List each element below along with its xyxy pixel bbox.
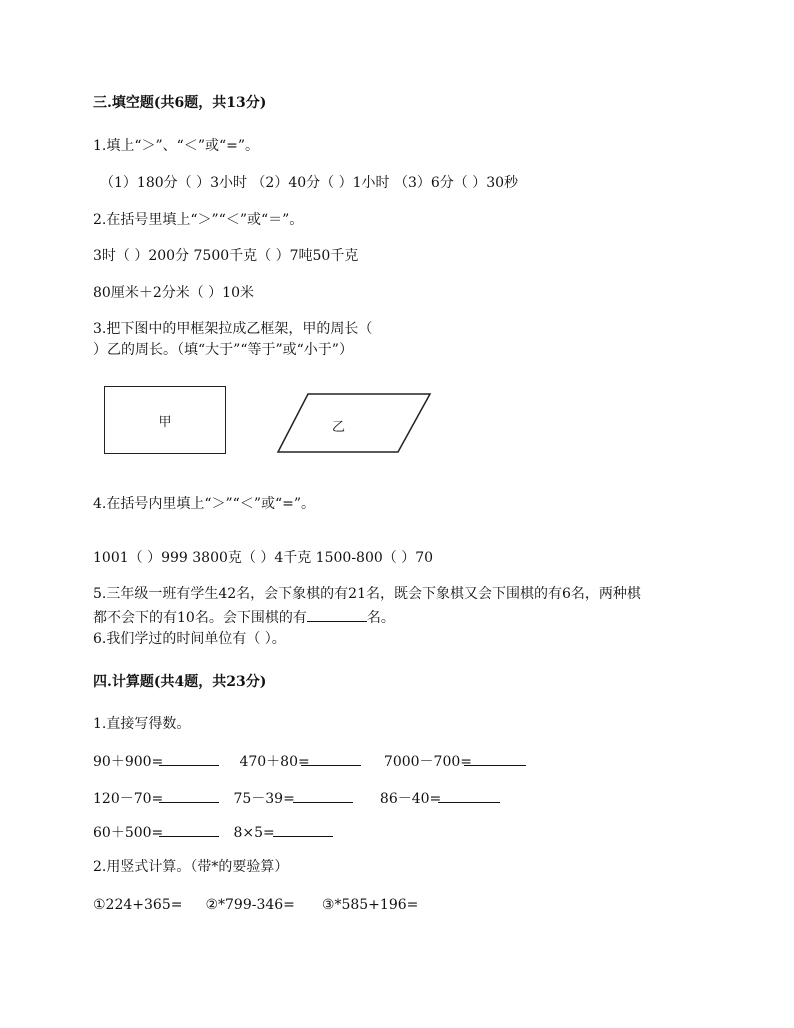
q2-row2: 80厘米＋2分米（ ）10米 (93, 285, 254, 301)
section-4-heading: 四.计算题(共4题，共23分) (93, 674, 267, 690)
vertical-calc-item: ③*585+196= (321, 897, 419, 913)
q5-line2-after: 名。 (366, 610, 395, 626)
q3-line2: ）乙的周长。（填“大于”“等于”或“小于”） (93, 342, 353, 358)
q3-line1: 3.把下图中的甲框架拉成乙框架，甲的周长（ (93, 321, 373, 337)
calc-row-2 (93, 788, 500, 808)
calc-item: 75－39= (233, 791, 295, 807)
answer-blank[interactable] (159, 788, 219, 803)
answer-blank[interactable] (293, 788, 353, 803)
parallelogram-frame-b (276, 392, 436, 454)
q1-items: （1）180分（ ）3小时 （2）40分（ ）1小时 （3）6分（ ）30秒 (100, 175, 519, 191)
answer-blank[interactable] (464, 751, 526, 766)
answer-blank[interactable] (273, 822, 333, 837)
vertical-calc-item: ②*799-346= (205, 897, 295, 913)
calc-item: 7000－700= (383, 754, 472, 770)
answer-blank[interactable] (159, 751, 219, 766)
calc-item: 470＋80= (239, 754, 310, 770)
answer-blank[interactable] (301, 751, 361, 766)
q4-prompt: 4.在括号内里填上“＞”“＜”或“=”。 (93, 496, 316, 512)
calc-q2-items (93, 896, 418, 914)
q2-row1: 3时（ ）200分 7500千克（ ）7吨50千克 (93, 248, 359, 264)
calc-item: 8×5= (233, 825, 275, 841)
answer-blank[interactable] (307, 607, 367, 622)
section-3-heading: 三.填空题(共6题，共13分) (93, 95, 267, 111)
answer-blank[interactable] (438, 788, 500, 803)
calc-item: 60＋500= (93, 825, 164, 841)
calc-item: 120－70= (93, 791, 164, 807)
q4-items: 1001（ ）999 3800克（ ）4千克 1500-800（ ）70 (93, 550, 434, 566)
frame-figure (100, 380, 440, 460)
q1-prompt: 1.填上“＞”、“＜”或“=”。 (93, 138, 260, 154)
calc-row-1 (93, 751, 526, 771)
answer-blank[interactable] (159, 822, 219, 837)
calc-q1-prompt: 1.直接写得数。 (93, 716, 191, 732)
calc-item: 86－40= (379, 791, 442, 807)
calc-q2-prompt: 2.用竖式计算。（带*的要验算） (93, 859, 289, 875)
q2-prompt: 2.在括号里填上“＞”“＜”或“＝”。 (93, 212, 304, 228)
vertical-calc-item: ①224+365= (93, 897, 183, 913)
label-b: 乙 (332, 420, 346, 435)
q5-line2 (93, 607, 395, 627)
label-a: 甲 (158, 415, 172, 430)
q5-line1: 5.三年级一班有学生42名，会下象棋的有21名，既会下象棋又会下围棋的有6名，两种棋 (93, 586, 641, 602)
q5-line2-before: 都不会下的有10名。会下围棋的有 (93, 610, 307, 626)
q6-text: 6.我们学过的时间单位有（ ）。 (93, 631, 286, 647)
calc-item: 90＋900= (93, 754, 164, 770)
calc-row-3 (93, 822, 333, 842)
rectangle-frame-a (104, 386, 226, 454)
